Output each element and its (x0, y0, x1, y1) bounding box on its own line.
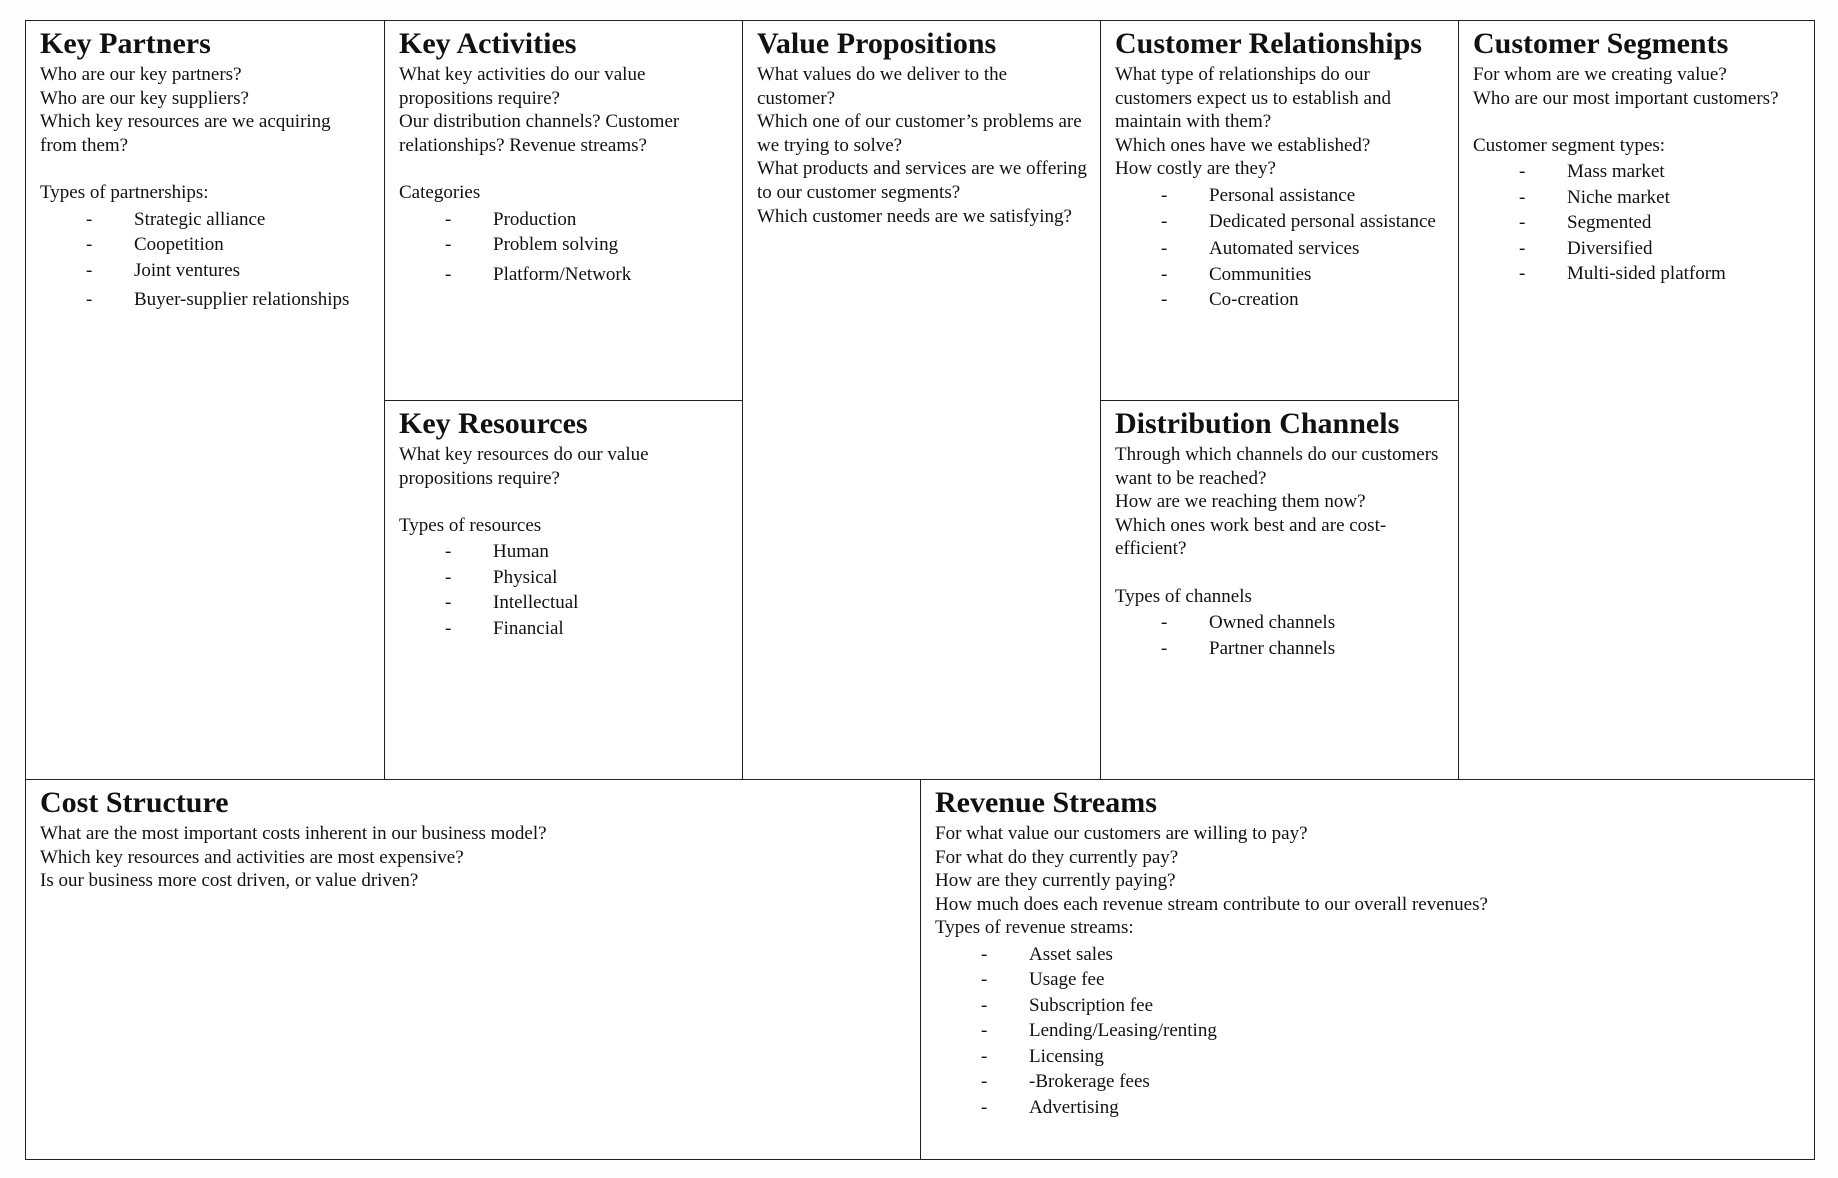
business-model-canvas (25, 20, 1815, 1160)
list-item: - Asset sales (981, 943, 1113, 965)
list-item: - Partner channels (1161, 637, 1336, 659)
question: What are the most important costs inherent in our business model? (40, 823, 547, 844)
distribution-channels-subheading: Types of channels (1115, 585, 1252, 607)
list-item: - Lending/Leasing/renting (981, 1020, 1217, 1042)
question: Which customer needs are we satisfying? (757, 205, 1072, 227)
key-partners-subheading: Types of partnerships: (40, 181, 209, 203)
key-activities-list (399, 207, 730, 288)
key-partners-title: Key Partners (40, 27, 211, 60)
customer-segments-block (1458, 21, 1814, 779)
list-item: - Problem solving (445, 234, 619, 256)
question: Who are our key suppliers? (40, 87, 249, 109)
list-item: - Coopetition (86, 234, 224, 256)
distribution-channels-questions (1115, 443, 1446, 561)
value-propositions-title: Value Propositions (757, 27, 997, 60)
question: How are they currently paying? (935, 870, 1176, 892)
list-item: - Niche market (1519, 186, 1670, 208)
question: Which one of our customer’s problems are we trying to solve? (757, 111, 1082, 156)
customer-segments-subheading: Customer segment types: (1473, 134, 1666, 156)
list-item: - Production (445, 208, 577, 230)
question: What products and services are we offering to our customer segments? (757, 158, 1087, 203)
list-item: - Dedicated personal assistance (1161, 211, 1436, 233)
distribution-channels-title: Distribution Channels (1115, 407, 1400, 440)
question: Who are our key partners? (40, 64, 242, 85)
list-item: - Owned channels (1161, 612, 1336, 634)
list-item: - Automated services (1161, 238, 1360, 260)
cost-structure-block (26, 779, 920, 1159)
list-item: - Human (445, 541, 549, 563)
list-item: - Segmented (1519, 212, 1652, 234)
question: What values do we deliver to the customer? (757, 64, 1008, 109)
question: Who are our most important customers? (1473, 87, 1779, 109)
list-item: - Platform/Network (445, 263, 632, 285)
value-propositions-block (742, 21, 1100, 779)
list-item: - Co-creation (1161, 289, 1299, 311)
key-partners-block (26, 21, 384, 779)
question: What key activities do our value propositions require? (399, 64, 646, 109)
question: Which ones work best and are cost-efficient? (1115, 514, 1387, 560)
customer-relationships-questions (1115, 63, 1446, 181)
list-item: - Financial (445, 617, 564, 639)
question: Which key resources are we acquiring from them? (40, 111, 331, 156)
distribution-channels-list (1115, 610, 1446, 661)
key-resources-questions (399, 443, 730, 490)
key-partners-list (40, 207, 372, 313)
question: What key resources do our value propositions require? (399, 444, 649, 489)
value-propositions-questions (757, 63, 1088, 228)
list-item: - Advertising (981, 1096, 1119, 1118)
question: How much does each revenue stream contribute to our overall revenues? (935, 893, 1488, 915)
list-item: - Intellectual (445, 592, 579, 614)
list-item: - Physical (445, 566, 558, 588)
revenue-streams-subheading: Types of revenue streams: (935, 917, 1134, 939)
cost-structure-questions (40, 822, 908, 893)
key-resources-list (399, 539, 730, 641)
customer-relationships-list (1115, 183, 1446, 313)
revenue-streams-list (935, 942, 1802, 1121)
list-item: - Communities (1161, 263, 1312, 285)
question: For what do they currently pay? (935, 846, 1179, 868)
question: Which key resources and activities are most expensive? (40, 846, 464, 868)
revenue-streams-title: Revenue Streams (935, 786, 1157, 819)
list-item: - -Brokerage fees (981, 1071, 1150, 1093)
customer-segments-questions (1473, 63, 1802, 110)
customer-relationships-title: Customer Relationships (1115, 27, 1422, 60)
key-activities-questions (399, 63, 730, 157)
list-item: - Personal assistance (1161, 184, 1356, 206)
key-resources-block (384, 400, 742, 779)
question: Is our business more cost driven, or value driven? (40, 870, 419, 892)
list-item: - Mass market (1519, 161, 1665, 183)
distribution-channels-block (1100, 400, 1458, 779)
key-activities-subheading: Categories (399, 181, 481, 203)
question: Our distribution channels? Customer relationships? Revenue streams? (399, 111, 680, 156)
key-resources-subheading: Types of resources (399, 514, 542, 536)
list-item: - Licensing (981, 1045, 1104, 1067)
question: For whom are we creating value? (1473, 64, 1727, 85)
revenue-streams-block (920, 779, 1814, 1159)
question: For what value our customers are willing to pay? (935, 823, 1308, 844)
list-item: - Strategic alliance (86, 208, 266, 230)
question: How costly are they? (1115, 158, 1276, 180)
question: Which ones have we established? (1115, 134, 1371, 156)
revenue-streams-questions (935, 822, 1802, 916)
customer-segments-list (1473, 159, 1802, 287)
customer-segments-title: Customer Segments (1473, 27, 1729, 60)
list-item: - Buyer-supplier relationships (86, 289, 350, 311)
key-activities-title: Key Activities (399, 27, 577, 60)
key-partners-questions (40, 63, 372, 157)
question: What type of relationships do our customers expect us to establish and maintain with them? (1115, 64, 1391, 133)
key-resources-title: Key Resources (399, 407, 588, 440)
customer-relationships-block (1100, 21, 1458, 400)
question: How are we reaching them now? (1115, 491, 1366, 513)
list-item: - Subscription fee (981, 994, 1154, 1016)
list-item: - Joint ventures (86, 259, 241, 281)
question: Through which channels do our customers want to be reached? (1115, 444, 1439, 489)
key-activities-block (384, 21, 742, 400)
list-item: - Multi-sided platform (1519, 263, 1726, 285)
cost-structure-title: Cost Structure (40, 786, 229, 819)
list-item: - Usage fee (981, 969, 1105, 991)
list-item: - Diversified (1519, 237, 1653, 259)
